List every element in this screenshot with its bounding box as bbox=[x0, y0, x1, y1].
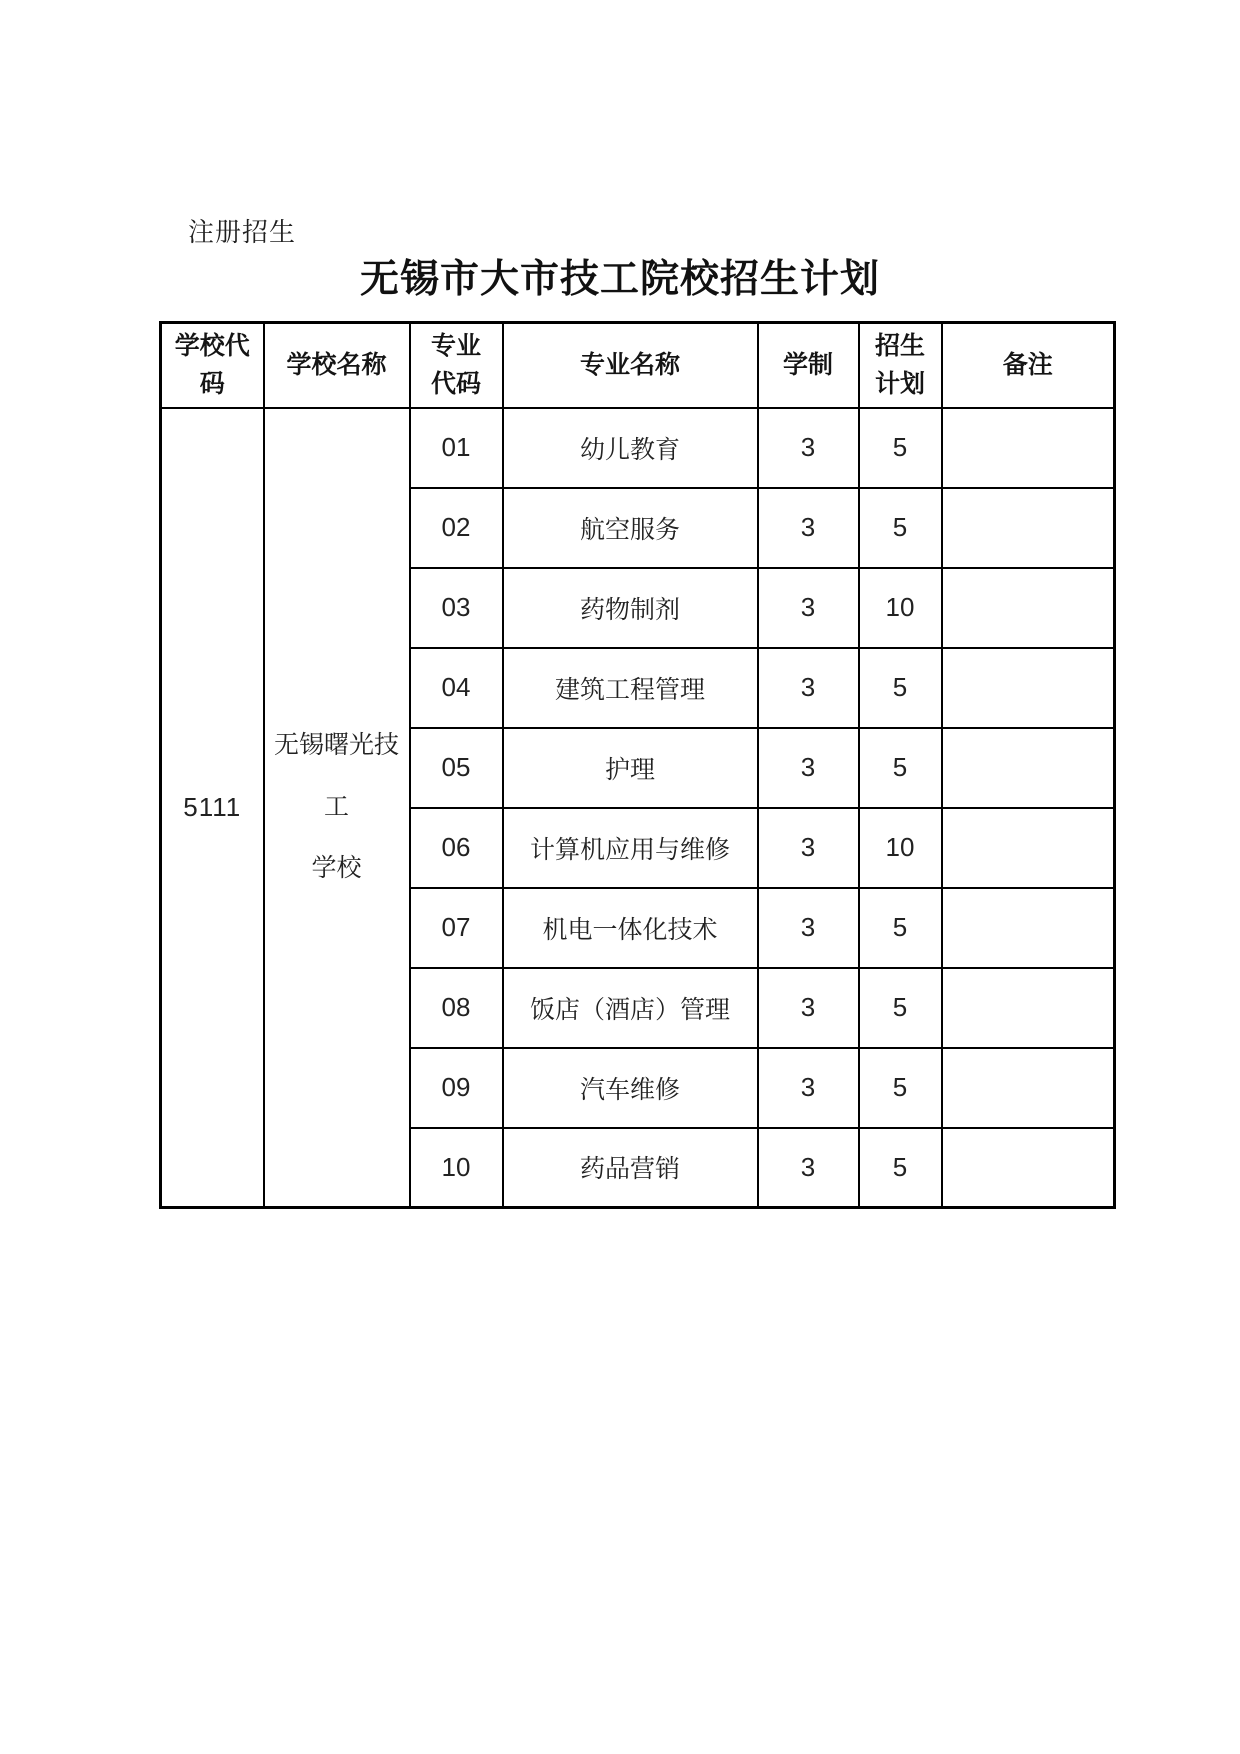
remark-cell bbox=[942, 888, 1115, 968]
remark-cell bbox=[942, 968, 1115, 1048]
remark-cell bbox=[942, 728, 1115, 808]
plan-cell: 10 bbox=[859, 568, 942, 648]
plan-cell: 5 bbox=[859, 728, 942, 808]
plan-cell: 10 bbox=[859, 808, 942, 888]
major-name-cell: 护理 bbox=[503, 728, 758, 808]
duration-cell: 3 bbox=[758, 648, 859, 728]
major-name-cell: 机电一体化技术 bbox=[503, 888, 758, 968]
header-major-code: 专业 代码 bbox=[410, 323, 503, 408]
page-title: 无锡市大市技工院校招生计划 bbox=[359, 258, 880, 301]
plan-cell: 5 bbox=[859, 488, 942, 568]
header-row bbox=[161, 323, 1115, 408]
major-code-cell: 10 bbox=[410, 1128, 503, 1208]
duration-cell: 3 bbox=[758, 808, 859, 888]
major-name-cell: 建筑工程管理 bbox=[503, 648, 758, 728]
major-code-cell: 08 bbox=[410, 968, 503, 1048]
table-row bbox=[161, 408, 1115, 488]
school-code-cell: 5111 bbox=[161, 408, 264, 1208]
major-code-cell: 05 bbox=[410, 728, 503, 808]
plan-cell: 5 bbox=[859, 648, 942, 728]
major-name-cell: 汽车维修 bbox=[503, 1048, 758, 1128]
header-major-name: 专业名称 bbox=[503, 323, 758, 408]
plan-cell: 5 bbox=[859, 1048, 942, 1128]
header-remark: 备注 bbox=[942, 323, 1115, 408]
major-code-cell: 09 bbox=[410, 1048, 503, 1128]
remark-cell bbox=[942, 808, 1115, 888]
remark-cell bbox=[942, 1048, 1115, 1128]
major-code-cell: 02 bbox=[410, 488, 503, 568]
major-name-cell: 计算机应用与维修 bbox=[503, 808, 758, 888]
plan-cell: 5 bbox=[859, 968, 942, 1048]
duration-cell: 3 bbox=[758, 968, 859, 1048]
header-plan: 招生 计划 bbox=[859, 323, 942, 408]
major-code-cell: 01 bbox=[410, 408, 503, 488]
remark-cell bbox=[942, 568, 1115, 648]
remark-cell bbox=[942, 408, 1115, 488]
remark-cell bbox=[942, 1128, 1115, 1208]
major-name-cell: 幼儿教育 bbox=[503, 408, 758, 488]
duration-cell: 3 bbox=[758, 1048, 859, 1128]
duration-cell: 3 bbox=[758, 728, 859, 808]
plan-cell: 5 bbox=[859, 888, 942, 968]
remark-cell bbox=[942, 488, 1115, 568]
header-school-code: 学校代 码 bbox=[161, 323, 264, 408]
duration-cell: 3 bbox=[758, 888, 859, 968]
major-name-cell: 药品营销 bbox=[503, 1128, 758, 1208]
major-code-cell: 04 bbox=[410, 648, 503, 728]
enrollment-plan-table bbox=[159, 321, 1116, 1209]
duration-cell: 3 bbox=[758, 1128, 859, 1208]
major-name-cell: 药物制剂 bbox=[503, 568, 758, 648]
plan-cell: 5 bbox=[859, 1128, 942, 1208]
remark-cell bbox=[942, 648, 1115, 728]
duration-cell: 3 bbox=[758, 568, 859, 648]
duration-cell: 3 bbox=[758, 488, 859, 568]
header-school-name: 学校名称 bbox=[264, 323, 410, 408]
duration-cell: 3 bbox=[758, 408, 859, 488]
school-name-cell: 无锡曙光技工 学校 bbox=[264, 408, 410, 1208]
registration-label: 注册招生 bbox=[188, 217, 297, 247]
header-duration: 学制 bbox=[758, 323, 859, 408]
major-name-cell: 航空服务 bbox=[503, 488, 758, 568]
major-code-cell: 06 bbox=[410, 808, 503, 888]
major-code-cell: 03 bbox=[410, 568, 503, 648]
major-name-cell: 饭店（酒店）管理 bbox=[503, 968, 758, 1048]
major-code-cell: 07 bbox=[410, 888, 503, 968]
plan-cell: 5 bbox=[859, 408, 942, 488]
